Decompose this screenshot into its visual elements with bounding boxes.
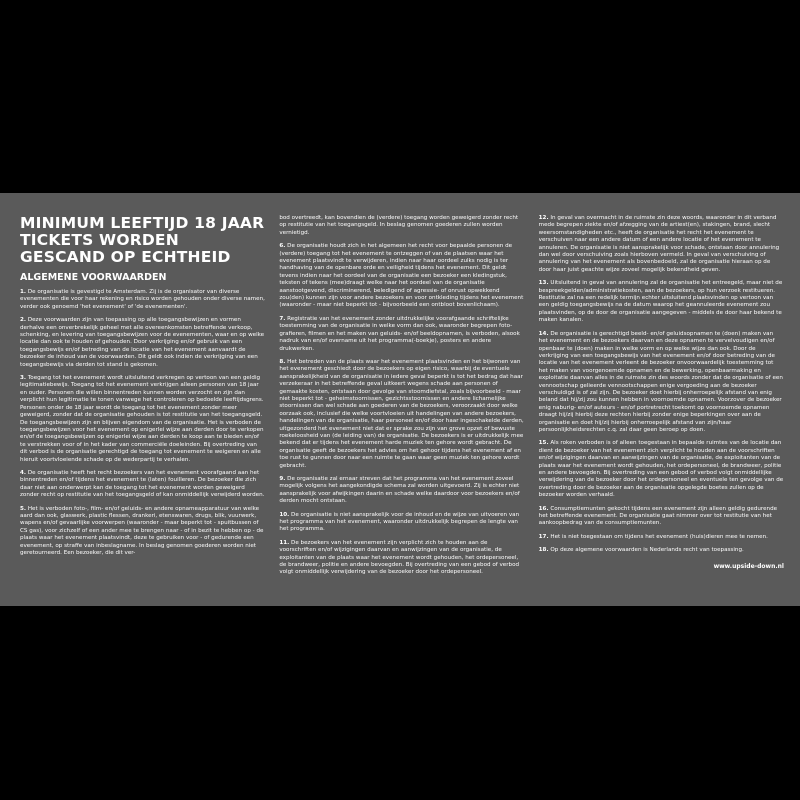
clause [539,440,784,499]
clause [279,243,524,310]
clause-text: Het is verboden foto-, film- en/of geluids- en andere opnameapparatuur van welke aard dan ook, glaswerk, plastic flessen, drankeri, etenswaren, drugs, blik, vuurwerk, wapens en/of gevaarlijke voorwerpen (waaronder - maar beperkt tot - spuitbussen of CS gas), voor zichzelf of een ander mee te brengen naar - of in bezit te hebben op - de plaats waar het evenement plaatsvindt, deze te gebruiken voor - of gedurende een evenement, op straffe van inbeslagname. In beslag genomen goederen worden niet geretourneerd. Een bezoeker, die dit ver- [20,505,264,556]
clause [20,470,265,500]
clause-number: 11. [279,539,290,546]
clause-text: Registratie van het evenement zonder uitdrukkelijke voorafgaande schriftelijke toestemming van de organisatie in welke vorm dan ook, waaronder begrepen foto-grafieren, filmen en het maken van geluids- en/of beeldopnamen, is verboden, alsook nadruk van en/of overname uit het programma(-boekje), posters en andere drukwerken. [279,315,520,352]
clause-number: 13. [538,280,549,287]
clause-number: 8. [279,358,286,365]
clause [539,215,784,274]
column-3 [539,215,784,598]
clause-number: 4. [20,469,27,476]
website-url[interactable]: www.upside-down.nl [713,562,784,570]
clause [539,506,784,528]
clause-number: 2. [20,317,27,324]
clause-text: Uitsluitend in geval van annulering zal de organisatie het entreegeld, maar niet de bespreekgelden/administratiekosten, aan de bezoekers, op hun verzoek restitueren. Restitutie zal na een redelijk termijn echter uitsluitend plaatsvinden op vertoon van een geldig toegangsbewijs na de datum waarop het geannuleerde evenement zou plaatsvinden, op de door de organisatie aangegeven - middels de door haar bekend te maken kanalen. [538,280,783,324]
clause-number: 15. [538,440,549,447]
clause-number: 1. [20,289,27,295]
clause-number: 18. [538,547,549,554]
clause-text: Consumptiemunten gekocht tijdens een evenement zijn alleen geldig gedurende het betreffende evenement. De organisatie gaat nimmer over tot restitutie van het aankoopbedrag van de consumptiemunten. [538,505,778,527]
clause [279,512,524,534]
clause-text: Als roken verboden is of alleen toegestaan in bepaalde ruimtes van de locatie dan dient de bezoeker van het evenement zich verplicht te houden aan de voorschriften en/of wijzigingen daarvan en aanwijzingen van de organisatie, de exploitanten van de plaats waar het evenement wordt gehouden, het ordepersoneel, de brandweer, politie en andere bevoegden. Bij overtreding van een gebod of verbod volgt onmiddellijke verwijdering van de bezoeker door het ordepersoneel en eventuele ten gevolge van de overtreding door de bezoeker aan de organisatie opgelegde boetes zullen op de bezoeker worden verhaald. [538,440,784,499]
headline [20,215,265,266]
clauses-column-1 [20,289,265,557]
clause-number: 12. [538,215,549,221]
clause-text: De organisatie zal ernaar streven dat het programma van het evenement zoveel mogelijk volgens het aangekondigde schema zal worden uitgevoerd. Zij is echter niet aansprakelijk voor afwijkingen daarin en schade welke daardoor voor bezoekers en/of derden mocht ontstaan. [279,476,520,505]
clause [539,280,784,324]
headline-line-3: GESCAND OP ECHTHEID [20,248,231,266]
clause-text: Deze voorwaarden zijn van toepassing op alle toegangsbewijzen en vormen derhalve een onverbrekelijk geheel met alle overeenkomsten betreffende verkoop, schenking, en levering van toegangsbewijzen voor de evenementen, waar en op welke locatie dan ook te houden of gehouden. Door verkrijging en/of gebruik van een toegangsbewijs en/of betreding van de locatie van het evenement aanvaardt de bezoeker de inhoud van de voorwaarden. Dit geldt ook indien de verkrijging van een toegangsbewijs via derden tot stand is gekomen. [20,317,265,368]
clause-text: In geval van overmacht in de ruimste zin deze woords, waaronder in dit verband mede begrepen ziekte en/of afzegging van de artiest(en), stakingen, brand, slecht weersomstandigheden etc., heeft de organisatie het recht het evenement te verschuiven naar een andere datum of een andere locatie of het evenement te annuleren. De organisatie is niet aansprakelijk voor schade, ontstaan door annulering dan wel door verschuiving zoals hierboven vermeld. In geval van verschuiving of annulering van het evenement als bovenbedoeld, zal de organisatie hieraan op de door haar juist geachte wijze zoveel mogelijk bekendheid geven. [538,215,780,273]
clause [539,331,784,435]
clause-text: Toegang tot het evenement wordt uitsluitend verkregen op vertoon van een geldig legitimatiebewijs. Toegang tot het evenement verkrijgen alleen personen van 18 jaar en ouder. Personen die willen binnentreden kunnen worden verzocht en zijn dan verplicht hun legitimatie te tonen vanwege het controleren op bedoelde leeftijdsgrens. Personen onder de 18 jaar wordt de toegang tot het evenement zonder meer geweigerd, zonder dat de organisatie gehouden is tot restitutie van het toegangsgeld. De toegangsbewijzen zijn en blijven eigendom van de organisatie. Het is verboden de toegangsbewijzen voor het evenement op enigerlei wijze aan derden door te verkopen en/of de toegangsbewijzen op enigerlei wijze aan derden te koop aan te bieden en/of te verstrekken voor of in het kader van commerciële doeleinden. Bij overtreding van dit verbod is de organisatie gerechtigd de toegang tot evenement te weigeren en alle hieruit voortvloeiende schade op de wederpartij te verhalen. [20,375,264,463]
clause [279,215,524,237]
clause-text: De bezoekers van het evenement zijn verplicht zich te houden aan de voorschriften en/of wijzigingen daarvan en aanwijzingen van de organisatie, de exploitanten van de plaats waar het evenement wordt gehouden, het ordepersoneel, de brandweer, politie en andere bevoegden. Bij overtreding van een gebod of verbod volgt onmiddellijk verwijdering van de bezoeker door het ordepersoneel. [279,539,520,576]
headline-line-1: MINIMUM LEEFTIJD 18 JAAR [20,215,265,232]
clause-text: De organisatie is niet aansprakelijk voor de inhoud en de wijze van uitvoeren van het programma van het evenement, waaronder uitdrukkelijk begrepen de lengte van het programma. [279,511,520,533]
clause-text: bod overtreedt, kan bovendien de (verdere) toegang worden geweigerd zonder recht op restitutie van het toegangsgeld. In beslag genomen goederen zullen worden vernietigd. [279,215,519,236]
clause-number: 5. [20,505,27,512]
clause-text: Het is niet toegestaan om tijdens het evenement (huis)dieren mee te nemen. [550,533,768,540]
headline-line-2: TICKETS WORDEN [20,231,179,249]
clause [20,375,265,464]
clause-text: De organisatie houdt zich in het algemeen het recht voor bepaalde personen de (verdere) toegang tot het evenement te ontzeggen of van de plaatsen waar het evenement plaatsvindt te verwijderen, indien naar haar oordeel zulks nodig is ter handhaving van de openbare orde en veiligheid tijdens het evenement. Dit geldt tevens indien naar het oordeel van de organisatie een bezoeker een kledingstuk, teksten of tekens (mee)draagt welke naar het oordeel van de organisatie aanstootgevend, discriminerend, beledigend of agressie- of onrust opwekkend zou(den) kunnen zijn voor andere bezoekers en voor ontkleding tijdens het evenement (waaronder - maar niet beperkt tot - bijvoorbeeld een ontbloot bovenlichaam). [279,243,524,309]
subtitle: ALGEMENE VOORWAARDEN [20,272,167,283]
clause [279,316,524,353]
clause-text: Op deze algemene voorwaarden is Nederlands recht van toepassing. [550,547,744,554]
clause [20,317,265,369]
clause [279,540,524,577]
clause-text: De organisatie heeft het recht bezoekers van het evenement voorafgaand aan het binnentreden en/of tijdens het evenement te (laten) fouilleren. De bezoeker die zich daar niet aan onderwerpt kan de toegang tot het evenement worden geweigerd zonder recht op restitutie van het toegangsgeld of kan onmiddellijk verwijderd worden. [20,469,265,499]
clause-number: 7. [279,315,286,322]
clause-number: 10. [279,511,290,518]
clause [279,359,524,470]
clause [279,476,524,506]
clause-number: 6. [279,243,286,250]
clause [20,506,265,558]
clauses-column-3 [539,215,784,555]
clauses-column-2 [279,215,524,577]
clause [539,534,784,541]
clause [20,289,265,311]
clause-number: 17. [538,533,549,540]
clause-number: 14. [538,330,549,337]
clause-number: 3. [20,375,27,382]
clause [539,547,784,554]
clause-text: De organisatie is gevestigd te Amsterdam. Zij is de organisator van diverse evenementen die voor haar rekening en risico worden gehouden onder diverse namen, verder ook genoemd 'het evenement' of 'de evenementen'. [20,289,265,310]
clause-text: Het betreden van de plaats waar het evenement plaatsvinden en het bijwonen van het evenement geschiedt door de bezoekers op eigen risico, waarbij de eventuele aansprakelijkheid van de organisatie in iedere geval beperkt is tot het bedrag dat haar verzekeraar in het betreffende geval uitkeert wegens schade aan personen of gemaakte kosten, ontstaan door gevolge van stoomdiefstal, zoals bijvoorbeeld - maar niet beperkt tot - geheimstoornissen, gezichtsstoornissen en andere lichamelijke stoornissen dan wel schade aan goederen van de bezoekers, veroorzaakt door welke oorzaak ook, inclusief die welke voortvloeien uit handelingen van andere bezoekers, handelingen van de organisatie, haar personeel en/of door haar ingeschakelde derden, uitgezonderd het evenement niet dat er sprake zou zijn van grove opzet of bewuste roekeloosheid van (de leiding van) de organisatie. De bezoekers is er uitdrukkelijk mee bekend dat er tijdens het evenement harde muziek ten gehore wordt gebracht. De organisatie geeft de bezoekers het advies om het gehoor tijdens het evenement af en toe rust te gunnen door naar een ruimte te gaan waar geen muziek ten gehore wordt gebracht. [279,358,524,469]
clause-text: De organisatie is gerechtigd beeld- en/of geluidsopnamen te (doen) maken van het evenement en de bezoekers daarvan en deze opnamen te vervelvoudigen en/of openbaar te (doen) maken in welke vorm en op welke wijze dan ook. Door de verkrijging van een toegangsbewijs van het evenement en/of door betreding van de locatie van het evenement verleent de bezoeker onvoorwaardelijk toestemming tot het maken van voorgenoemde opnamen en de bewerking, openbaarmaking en exploitatie daarvan alles in de ruimste zin des woords zonder dat de organisatie of een vennootschap gelieerde vennootschappen enige vergoeding aan de bezoeker verschuldigd is of zal zijn. De bezoeker doet hierbij onherroepelijk afstand van enig beland dat hij/zij zou kunnen hebben in voornoemde opnamen. Voorzover de bezoeker enig naburig- en/of auteurs - en/of portretrecht toekomt op voornoemde opnamen draagt hij/zij hierbij deze rechten hierbij zonder enige beperkingen over aan de organisatie en doet hij/zij hierbij onherroepelijk afstand van zijn/haar persoonlijkheidsrechten c.q. zal daar geen beroep op doen. [538,330,783,433]
column-2 [279,215,524,598]
clause-number: 16. [538,505,549,512]
column-1 [20,215,265,598]
clause-number: 9. [279,476,286,482]
terms-sign [0,193,800,606]
